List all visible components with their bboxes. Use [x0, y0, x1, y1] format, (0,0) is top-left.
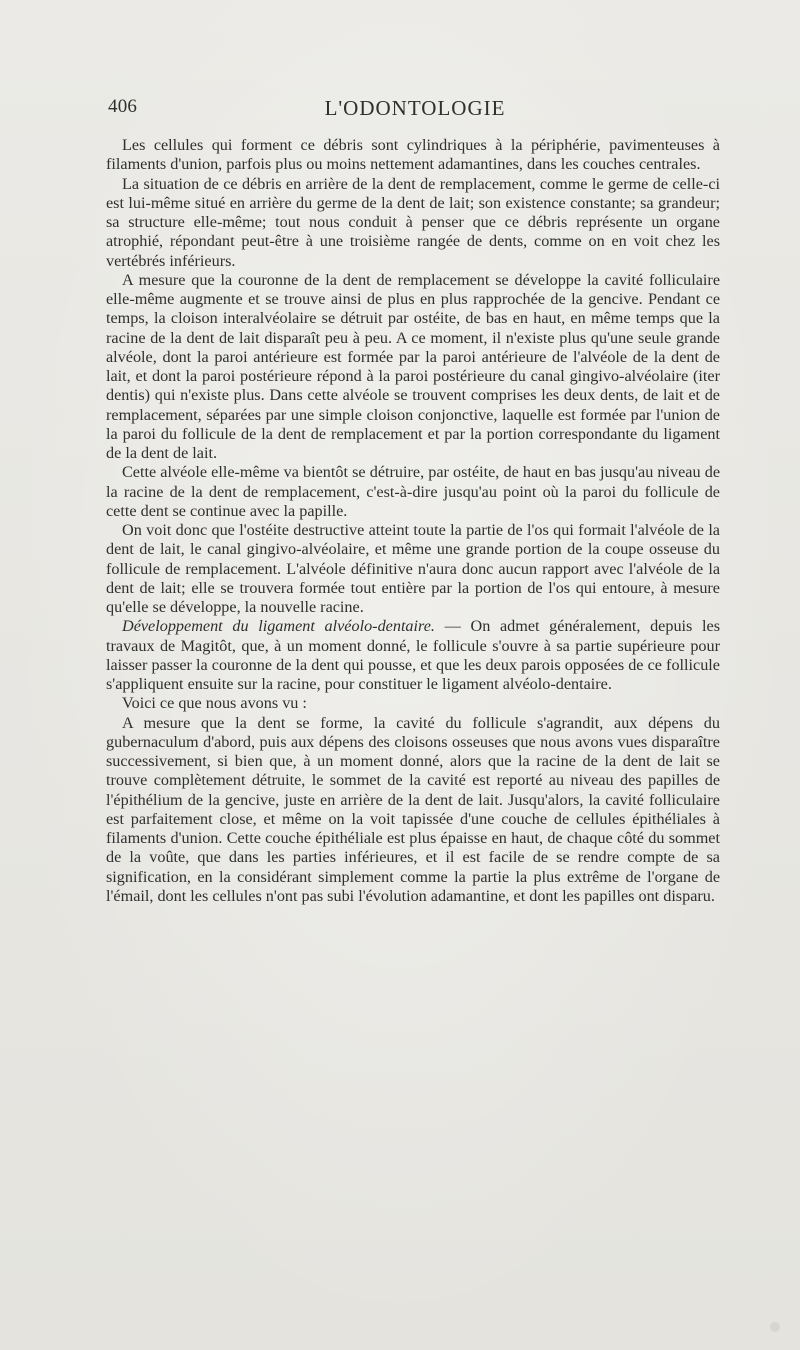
page-body [106, 136, 720, 906]
paragraph: La situation de ce débris en arrière de la dent de remplacement, comme le germe de celle-ci est lui-même situé en arrière du germe de la dent de lait; son existence constante; sa grandeur; sa structure elle-même; tout nous conduit à penser que ce débris représente un organe atrophié, répondant peut-être à une troisième rangée de dents, comme on en voit chez les vertébrés inférieurs. [106, 174, 720, 270]
section-text: — On admet généralement, depuis les travaux de Magitôt, que, à un moment donné, le follicule s'ouvre à sa partie supérieure pour laisser passer la couronne de la dent qui pousse, et que les deux parois opposées de ce follicule s'appliquent ensuite sur la racine, pour constituer le ligament alvéolo-dentaire. [106, 617, 721, 693]
page-header [108, 96, 722, 124]
page-number: 406 [108, 96, 138, 117]
paragraph: Les cellules qui forment ce débris sont cylindriques à la périphérie, pavimenteuses à filaments d'union, parfois plus ou moins nettement adamantines, dans les couches centrales. [106, 136, 720, 174]
section-title: Développement du ligament alvéolo-dentaire. [122, 617, 435, 636]
running-head-title: L'ODONTOLOGIE [324, 96, 506, 120]
paragraph: A mesure que la dent se forme, la cavité du follicule s'agrandit, aux dépens du gubernaculum d'abord, puis aux dépens des cloisons osseuses que nous avons vues disparaître successivement, si bien que, à un moment donné, alors que la racine de la dent de lait se trouve complètement détruite, le sommet de la cavité est reporté au niveau des papilles de l'épithélium de la gencive, juste en arrière de la dent de lait. Jusqu'alors, la cavité folliculaire est parfaitement close, et même on la voit tapissée d'une couche de cellules épithéliales à filaments d'union. Cette couche épithéliale est plus épaisse en haut, de chaque côté du sommet de la voûte, que dans les parties inférieures, et il est facile de se rendre compte de sa signification, en la considérant simplement comme la partie la plus extrême de l'organe de l'émail, dont les cellules n'ont pas subi l'évolution adamantine, et dont les papilles ont disparu. [106, 713, 720, 905]
paper-spot [770, 1322, 780, 1332]
paragraph: Cette alvéole elle-même va bientôt se détruire, par ostéite, de haut en bas jusqu'au niveau de la racine de la dent de remplacement, c'est-à-dire jusqu'au point où la paroi du follicule de cette dent se continue avec la papille. [106, 463, 720, 520]
section-paragraph [106, 617, 720, 694]
paragraph: A mesure que la couronne de la dent de remplacement se développe la cavité folliculaire elle-même augmente et se trouve ainsi de plus en plus rapprochée de la gencive. Pendant ce temps, la cloison interalvéolaire se détruit par ostéite, de bas en haut, en même temps que la racine de la dent de lait disparaît peu à peu. A ce moment, il n'existe plus qu'une seule grande alvéole, dont la paroi antérieure est formée par la paroi antérieure de l'alvéole de la dent de lait, et dont la paroi postérieure répond à la paroi postérieure du canal gingivo-alvéolaire (iter dentis) qui n'existe plus. Dans cette alvéole se trouvent comprises les deux dents, de lait et de remplacement, séparées par une simple cloison conjonctive, laquelle est formée par l'union de la paroi du follicule de la dent de remplacement et par la portion correspondante du ligament de la dent de lait. [106, 270, 720, 462]
paragraph: Voici ce que nous avons vu : [122, 694, 307, 713]
paragraph: On voit donc que l'ostéite destructive atteint toute la partie de l'os qui formait l'alvéole de la dent de lait, le canal gingivo-alvéolaire, et même une grande portion de la coupe osseuse du follicule de remplacement. L'alvéole définitive n'aura donc aucun rapport avec l'alvéole de la dent de lait; elle se trouvera formée tout entière par la portion de l'os qui entoure, à mesure qu'elle se développe, la nouvelle racine. [106, 521, 720, 616]
